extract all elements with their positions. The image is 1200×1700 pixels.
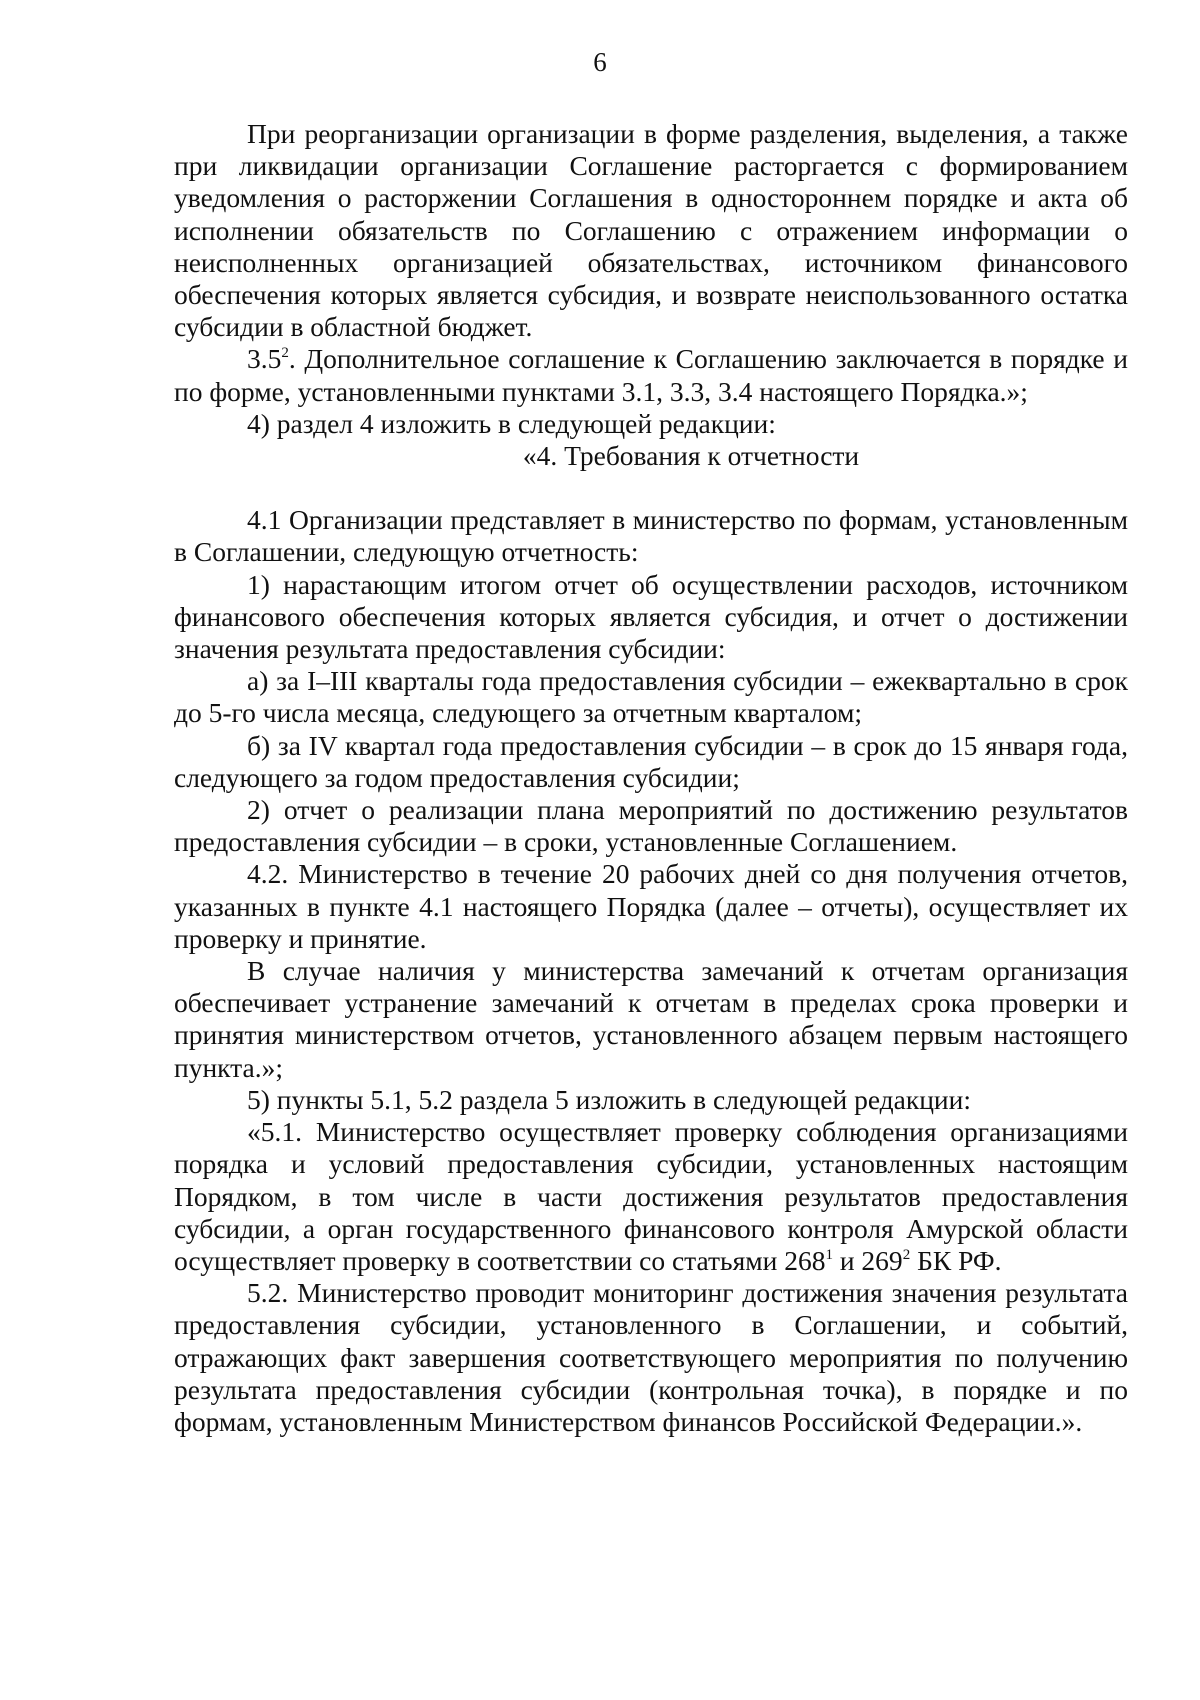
article-superscript-2: 2 — [902, 1246, 911, 1263]
document-body — [174, 118, 1128, 1438]
clause-superscript: 2 — [281, 345, 289, 362]
section-heading: «4. Требования к отчетности — [522, 440, 860, 472]
clause-5-1-text-b: и 269 — [832, 1244, 903, 1276]
paragraph-item-b: б) за IV квартал года предоставления субсидии – в срок до 15 января года, следующего за годом предоставления субсидии; — [174, 729, 1128, 793]
clause-number: 3.5 — [247, 343, 282, 375]
paragraph-amendment-5: 5) пункты 5.1, 5.2 раздела 5 изложить в следующей редакции: — [247, 1083, 972, 1115]
paragraph-4-1: 4.1 Организации представляет в министерство по формам, установленным в Соглашении, следующую отчетность: — [174, 504, 1128, 568]
paragraph-3-5-2 — [174, 343, 1128, 407]
paragraph-remarks: В случае наличия у министерства замечаний к отчетам организация обеспечивает устранение замечаний к отчетам в пределах срока проверки и принятия министерством отчетов, установленного абзацем первым настоящего пункта.»; — [174, 955, 1128, 1083]
article-superscript-1: 1 — [825, 1246, 833, 1263]
paragraph-4-2: 4.2. Министерство в течение 20 рабочих дней со дня получения отчетов, указанных в пункте 4.1 настоящего Порядка (далее – отчеты), осуществляет их проверку и принятие. — [174, 858, 1128, 954]
paragraph-item-a: а) за I–III кварталы года предоставления субсидии – ежеквартально в срок до 5-го числа месяца, следующего за отчетным кварталом; — [174, 665, 1128, 729]
page-number: 6 — [593, 47, 607, 77]
paragraph-item-1: 1) нарастающим итогом отчет об осуществлении расходов, источником финансового обеспечения которых является субсидия, и отчет о достижении значения результата предоставления субсидии: — [174, 568, 1128, 665]
paragraph-5-2: 5.2. Министерство проводит мониторинг достижения значения результата предоставления субсидии, установленного в Соглашении, и событий, отражающих факт завершения соответствующего мероприятия по получению результата предоставления субсидии (контрольная точка), в порядке и по формам, установленным Министерством финансов Российской Федерации.». — [174, 1277, 1128, 1437]
clause-5-1-text-c: БК РФ. — [910, 1244, 1002, 1276]
paragraph-amendment-4: 4) раздел 4 изложить в следующей редакции: — [247, 407, 776, 439]
paragraph-5-1 — [174, 1116, 1128, 1277]
paragraph-item-2: 2) отчет о реализации плана мероприятий по достижению результатов предоставления субсидии – в сроки, установленные Соглашением. — [174, 794, 1128, 858]
clause-text: . Дополнительное соглашение к Соглашению заключается в порядке и по форме, установленными пунктами 3.1, 3.3, 3.4 настоящего Порядка.»; — [174, 343, 1128, 407]
clause-5-1-text-a: «5.1. Министерство осуществляет проверку соблюдения организациями порядка и условий предоставления субсидии, установленных настоящим Порядком, в том числе в части достижения результатов предоставления субсидии, а орган государственного финансового контроля Амурской области осуществляет проверку в соответствии со статьями 268 — [174, 1116, 1128, 1276]
paragraph-reorganization: При реорганизации организации в форме разделения, выделения, а также при ликвидации организации Соглашение расторгается с формированием уведомления о расторжении Соглашения в одностороннем порядке и акта об исполнении обязательств по Соглашению с отражением информации о неисполненных организацией обязательствах, источником финансового обеспечения которых является субсидия, и возврате неиспользованного остатка субсидии в областной бюджет. — [174, 118, 1128, 343]
